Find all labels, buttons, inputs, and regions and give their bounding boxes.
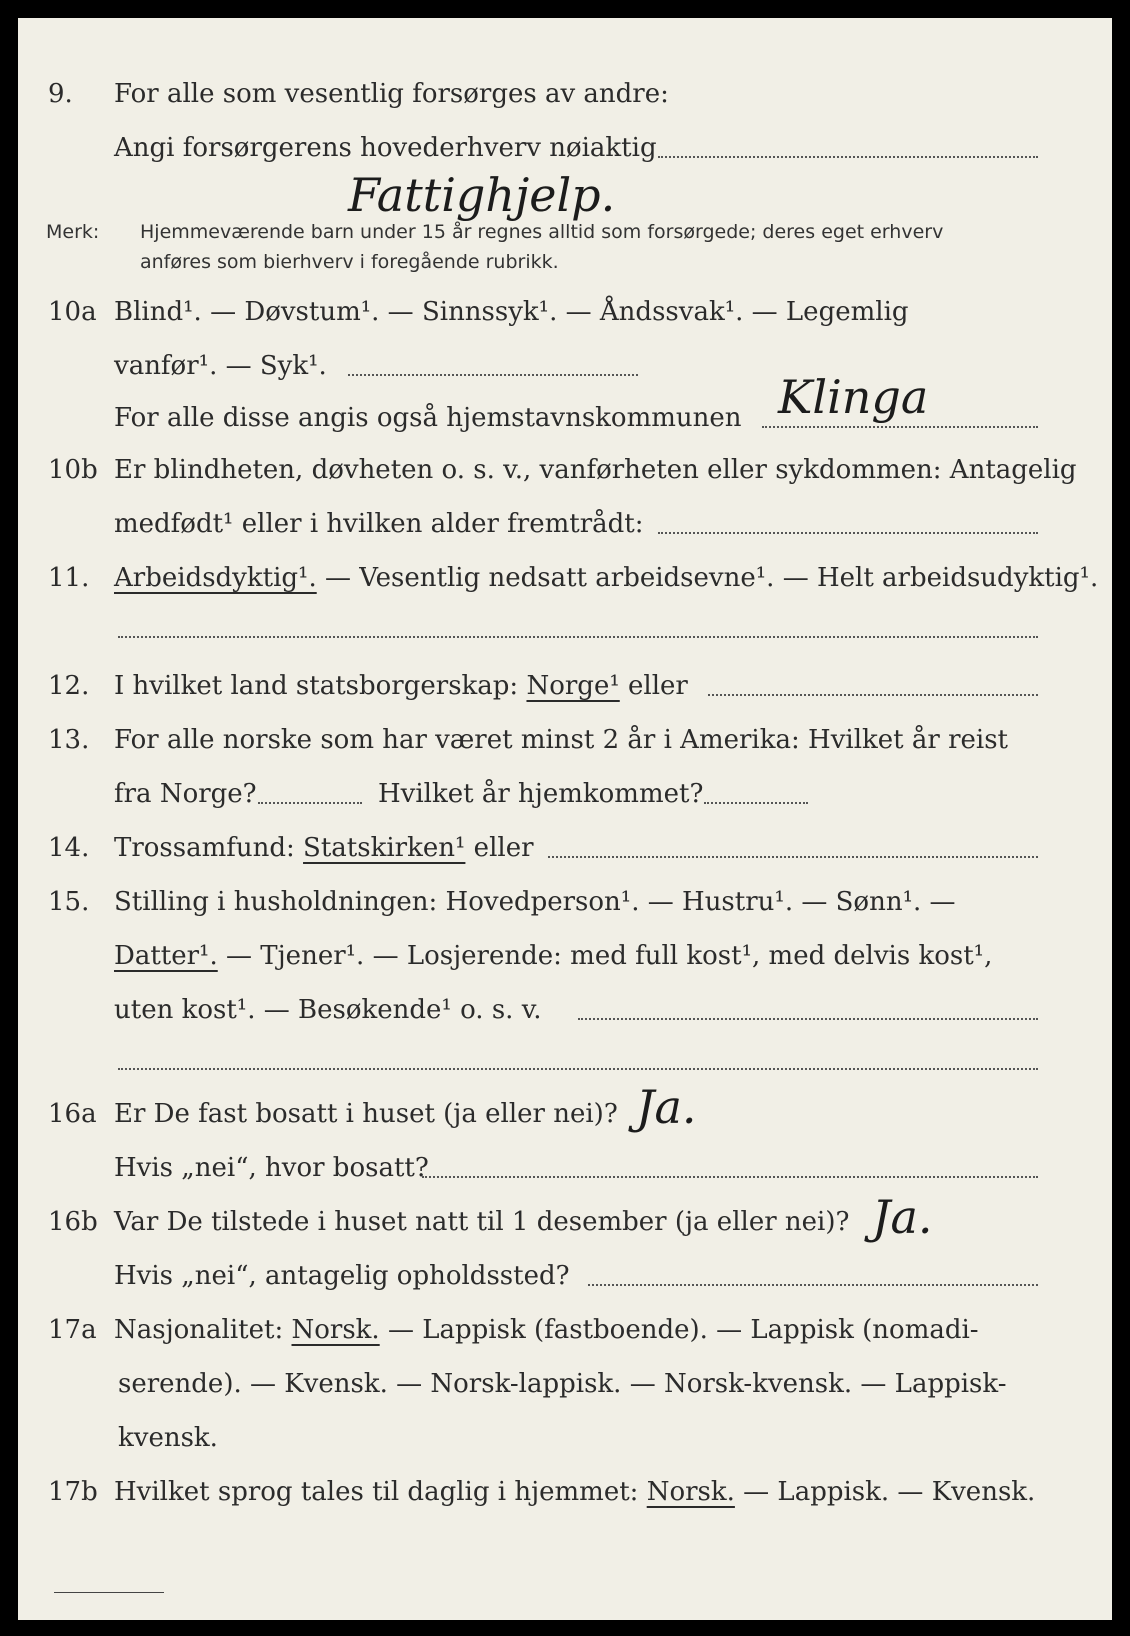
q14-line xyxy=(114,832,534,864)
q17a-selected-option: Norsk. xyxy=(291,1315,380,1345)
q16a-handwritten-answer: Ja. xyxy=(636,1080,697,1134)
q15-number: 15. xyxy=(48,887,90,917)
q17b-line xyxy=(114,1476,1035,1508)
q10a-line1: Blind¹. — Døvstum¹. — Sinnssyk¹. — Åndssvak¹. — Legemlig xyxy=(114,297,909,327)
q13-line1: For alle norske som har været minst 2 år i Amerika: Hvilket år reist xyxy=(114,725,1008,755)
q16a-line2: Hvis „nei“, hvor bosatt? xyxy=(114,1153,429,1183)
q15-line1: Stilling i husholdningen: Hovedperson¹. — Hustru¹. — Sønn¹. — xyxy=(114,887,956,917)
q13-return-year-field xyxy=(704,802,808,804)
q16b-line1: Var De tilstede i huset natt til 1 desember (ja eller nei)? xyxy=(114,1207,850,1237)
q17a-prompt: Nasjonalitet: xyxy=(114,1315,292,1345)
q9-number: 9. xyxy=(48,79,73,109)
q12-or: eller xyxy=(619,671,688,701)
q14-denomination-field xyxy=(548,856,1038,858)
q16a-line1: Er De fast bosatt i huset (ja eller nei)? xyxy=(114,1099,618,1129)
q16b-number: 16b xyxy=(48,1207,98,1237)
q17a-line2: serende). — Kvensk. — Norsk-lappisk. — Norsk-kvensk. — Lappisk- xyxy=(118,1369,1007,1399)
q16b-line2: Hvis „nei“, antagelig opholdssted? xyxy=(114,1261,570,1291)
q11-selected-option: Arbeidsdyktig¹. xyxy=(114,563,317,593)
q13-line2a: fra Norge? xyxy=(114,779,257,809)
q10b-age-field xyxy=(658,532,1038,534)
q10a-number: 10a xyxy=(48,297,97,327)
q10b-number: 10b xyxy=(48,455,98,485)
q13-departure-year-field xyxy=(258,802,362,804)
q9-handwritten-answer: Fattighjelp. xyxy=(348,168,616,222)
q10a-handwritten-answer: Klinga xyxy=(778,370,929,424)
q15-selected-option: Datter¹. xyxy=(114,941,218,971)
q10b-line1: Er blindheten, døvheten o. s. v., vanførheten eller sykdommen: Antagelig xyxy=(114,455,1077,485)
q13-line2b: Hvilket år hjemkommet? xyxy=(378,779,704,809)
q15-extra-field xyxy=(118,1068,1038,1070)
q15-line3: uten kost¹. — Besøkende¹ o. s. v. xyxy=(114,995,542,1025)
q17b-number: 17b xyxy=(48,1477,98,1507)
q12-country-field xyxy=(708,694,1038,696)
q10a-line2-field xyxy=(348,374,638,376)
merk-line1: Hjemmeværende barn under 15 år regnes alltid som forsørgede; deres eget erhverv xyxy=(140,221,944,243)
q10a-line2: vanfør¹. — Syk¹. xyxy=(114,351,327,381)
q16a-number: 16a xyxy=(48,1099,97,1129)
q11-line xyxy=(114,562,1098,594)
merk-label: Merk: xyxy=(46,221,100,243)
q14-selected-option: Statskirken¹ xyxy=(303,833,466,863)
q13-number: 13. xyxy=(48,725,90,755)
q15-line2 xyxy=(114,940,992,972)
q9-line1: For alle som vesentlig forsørges av andre: xyxy=(114,79,669,109)
q10a-municipality-field xyxy=(762,426,1038,428)
q11-extra-field xyxy=(118,636,1038,638)
q16b-handwritten-answer: Ja. xyxy=(872,1190,933,1244)
q17a-line1-rest: — Lappisk (fastboende). — Lappisk (nomadi- xyxy=(379,1315,979,1345)
q17a-number: 17a xyxy=(48,1315,97,1345)
q16a-residence-field xyxy=(422,1176,1038,1178)
q12-line xyxy=(114,670,688,702)
q9-line2: Angi forsørgerens hovederhverv nøiaktig xyxy=(114,133,657,163)
q14-number: 14. xyxy=(48,833,90,863)
q16b-whereabouts-field xyxy=(588,1284,1038,1286)
q9-answer-field xyxy=(658,156,1038,158)
q17a-line3: kvensk. xyxy=(118,1423,218,1453)
q17b-selected-option: Norsk. xyxy=(646,1477,735,1507)
q12-prompt: I hvilket land statsborgerskap: xyxy=(114,671,527,701)
q15-position-field xyxy=(578,1018,1038,1020)
q10a-line3: For alle disse angis også hjemstavnskommunen xyxy=(114,403,742,433)
q12-selected-option: Norge¹ xyxy=(526,671,620,701)
q14-or: eller xyxy=(465,833,534,863)
q15-line2-rest: — Tjener¹. — Losjerende: med full kost¹, med delvis kost¹, xyxy=(217,941,993,971)
bottom-rule xyxy=(54,1592,164,1593)
q11-number: 11. xyxy=(48,563,90,593)
census-form-page xyxy=(18,18,1112,1620)
q11-other-options: — Vesentlig nedsatt arbeidsevne¹. — Helt arbeidsudyktig¹. xyxy=(316,563,1099,593)
q17b-other-options: — Lappisk. — Kvensk. xyxy=(734,1477,1036,1507)
q12-number: 12. xyxy=(48,671,90,701)
q17a-line1 xyxy=(114,1314,979,1346)
q10b-line2: medfødt¹ eller i hvilken alder fremtrådt: xyxy=(114,509,644,539)
q17b-prompt: Hvilket sprog tales til daglig i hjemmet: xyxy=(114,1477,647,1507)
merk-line2: anføres som bierhverv i foregående rubrikk. xyxy=(140,251,559,273)
q14-prompt: Trossamfund: xyxy=(114,833,304,863)
